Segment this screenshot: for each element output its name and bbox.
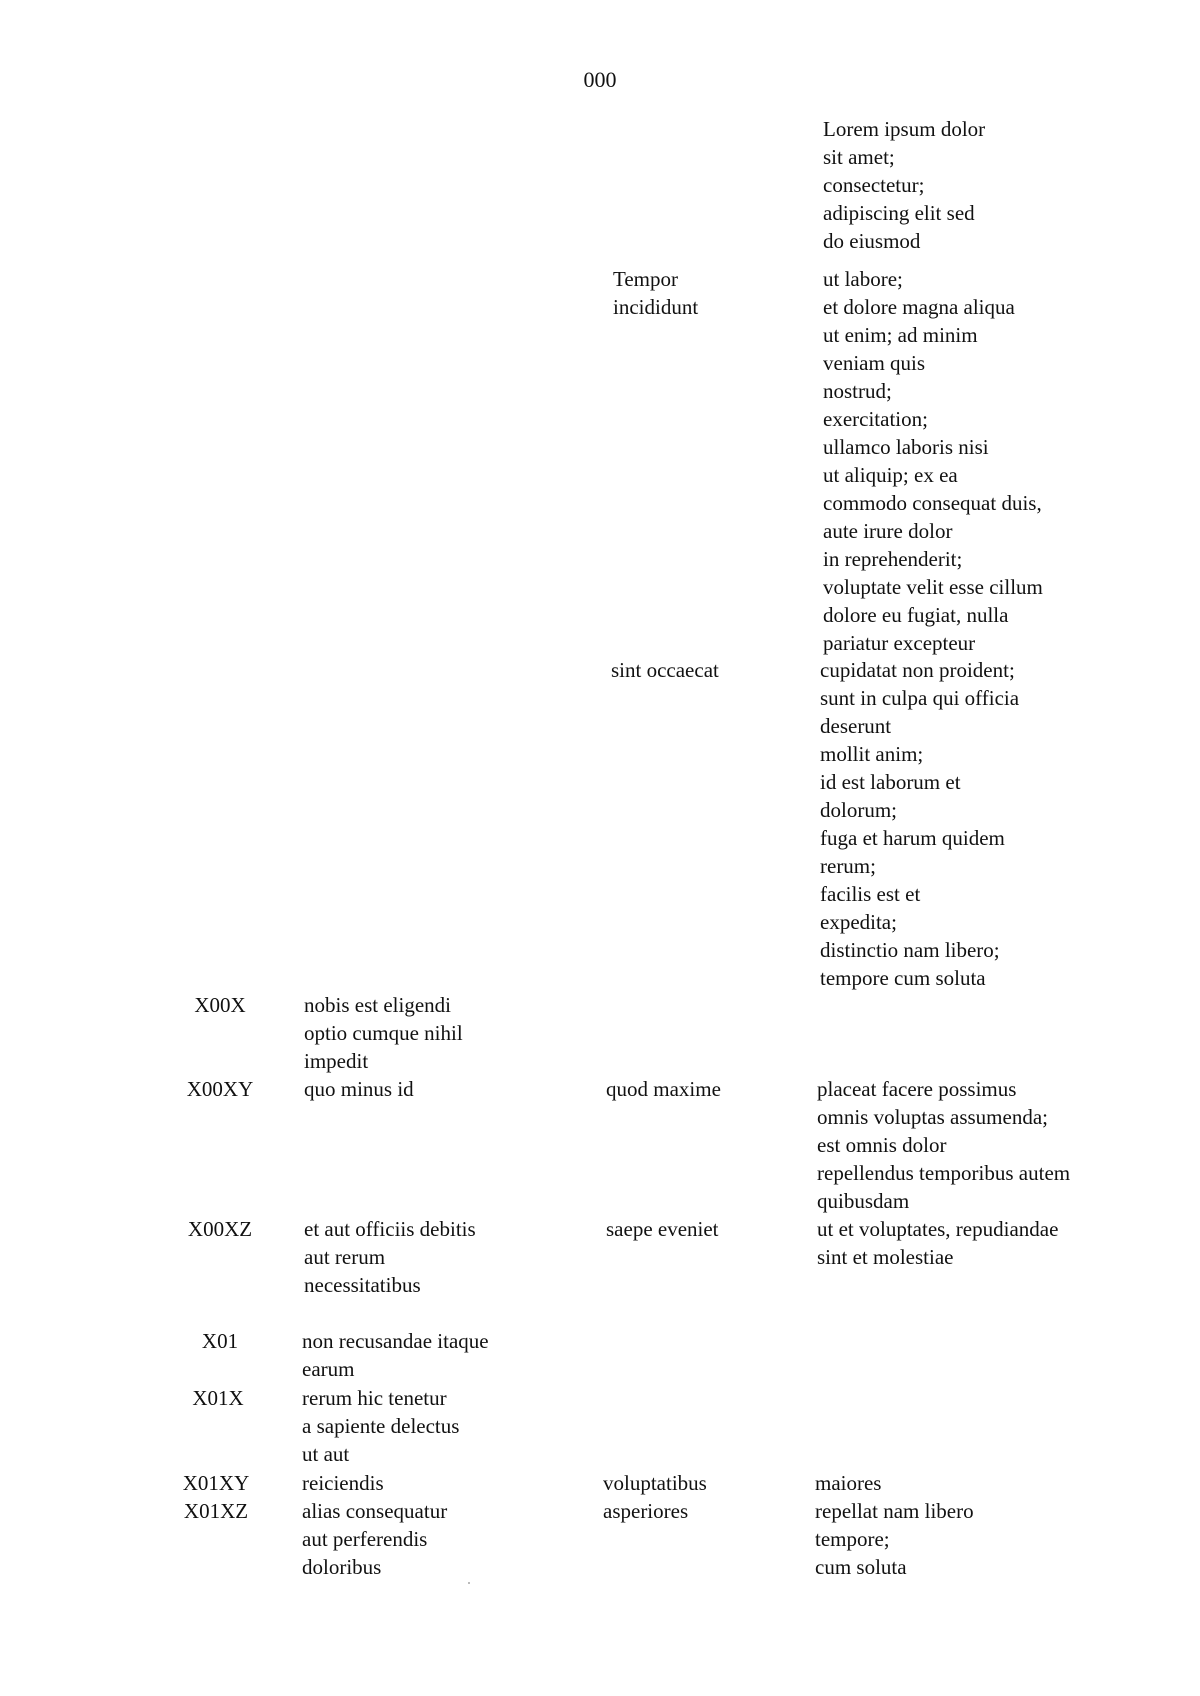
group-line: earum xyxy=(302,1357,355,1381)
group-name xyxy=(302,1497,447,1581)
drug-line: sint occaecat xyxy=(611,658,719,682)
group-line: alias consequatur xyxy=(302,1499,448,1523)
form-line: quibusdam xyxy=(817,1189,910,1213)
group-name xyxy=(302,1384,459,1468)
group-line: doloribus xyxy=(302,1555,382,1579)
group-line: et aut officiis debitis xyxy=(304,1217,476,1241)
form-line: exercitation; xyxy=(823,407,928,431)
form-line: ut labore; xyxy=(823,267,903,291)
atc-code: X01 xyxy=(201,1329,239,1353)
form-line: id est laborum et xyxy=(820,770,961,794)
drug-name xyxy=(613,265,698,321)
drug-name xyxy=(603,1497,688,1525)
form-line: est omnis dolor xyxy=(817,1133,947,1157)
dosage-forms xyxy=(823,115,1153,255)
form-line: adipiscing elit sed xyxy=(823,201,975,225)
drug-line: voluptatibus xyxy=(603,1471,707,1495)
form-line: omnis voluptas assumenda; xyxy=(817,1105,1048,1129)
form-line: distinctio nam libero; xyxy=(820,938,1000,962)
drug-name xyxy=(606,1215,719,1243)
drug-line: incididunt xyxy=(613,295,699,319)
group-name xyxy=(304,1215,476,1299)
form-line: sint et molestiae xyxy=(817,1245,954,1269)
atc-code: X00X xyxy=(194,993,246,1017)
form-line: deserunt xyxy=(820,714,892,738)
form-line: rerum; xyxy=(820,854,876,878)
form-line: repellendus temporibus autem xyxy=(817,1161,1071,1185)
group-line: rerum hic tenetur xyxy=(302,1386,447,1410)
drug-line: quod maxime xyxy=(606,1077,721,1101)
form-line: dolore eu fugiat, nulla xyxy=(823,603,1009,627)
group-line: ut aut xyxy=(302,1442,350,1466)
group-line: a sapiente delectus xyxy=(302,1414,460,1438)
drug-line: asperiores xyxy=(603,1499,689,1523)
form-line: consectetur; xyxy=(823,173,925,197)
atc-code: X01XZ xyxy=(183,1499,249,1523)
group-name xyxy=(302,1327,489,1383)
page-number: 000 xyxy=(583,67,617,92)
dosage-forms xyxy=(823,265,1153,657)
dosage-forms xyxy=(820,656,1150,992)
form-line: ut enim; ad minim xyxy=(823,323,978,347)
form-line: placeat facere possimus xyxy=(817,1077,1017,1101)
dosage-forms xyxy=(815,1469,1145,1497)
form-line: commodo consequat duis, xyxy=(823,491,1042,515)
form-line: do eiusmod xyxy=(823,229,921,253)
form-line: veniam quis xyxy=(823,351,926,375)
form-line: sit amet; xyxy=(823,145,895,169)
group-line: necessitatibus xyxy=(304,1273,421,1297)
form-line: mollit anim; xyxy=(820,742,924,766)
atc-code: X01X xyxy=(192,1386,244,1410)
group-line: impedit xyxy=(304,1049,369,1073)
form-line: repellat nam libero xyxy=(815,1499,974,1523)
form-line: expedita; xyxy=(820,910,897,934)
group-line: non recusandae itaque xyxy=(302,1329,489,1353)
form-line: cupidatat non proident; xyxy=(820,658,1015,682)
group-line: quo minus id xyxy=(304,1077,414,1101)
group-name xyxy=(304,1075,414,1103)
dosage-forms xyxy=(817,1215,1147,1271)
group-name xyxy=(302,1469,384,1497)
form-line: fuga et harum quidem xyxy=(820,826,1005,850)
form-line: pariatur excepteur xyxy=(823,631,976,655)
drug-name xyxy=(611,656,719,684)
drug-line: saepe eveniet xyxy=(606,1217,719,1241)
form-line: maiores xyxy=(815,1471,882,1495)
form-line: voluptate velit esse cillum xyxy=(823,575,1043,599)
drug-line: Tempor xyxy=(613,267,679,291)
group-name xyxy=(304,991,463,1075)
form-line: ullamco laboris nisi xyxy=(823,435,989,459)
form-line: in reprehenderit; xyxy=(823,547,963,571)
group-line: nobis est eligendi xyxy=(304,993,451,1017)
form-line: tempore; xyxy=(815,1527,890,1551)
form-line: dolorum; xyxy=(820,798,897,822)
atc-code: X00XY xyxy=(186,1077,254,1101)
form-line: ut aliquip; ex ea xyxy=(823,463,958,487)
form-line: ut et voluptates, repudiandae xyxy=(817,1217,1059,1241)
form-line: tempore cum soluta xyxy=(820,966,986,990)
atc-code: X01XY xyxy=(182,1471,250,1495)
form-line: aute irure dolor xyxy=(823,519,953,543)
atc-code: X00XZ xyxy=(187,1217,253,1241)
form-line: facilis est et xyxy=(820,882,921,906)
group-line: reiciendis xyxy=(302,1471,384,1495)
group-line: aut perferendis xyxy=(302,1527,428,1551)
group-line: aut rerum xyxy=(304,1245,386,1269)
form-line: cum soluta xyxy=(815,1555,907,1579)
drug-name xyxy=(603,1469,707,1497)
form-line: et dolore magna aliqua xyxy=(823,295,1015,319)
form-line: sunt in culpa qui officia xyxy=(820,686,1020,710)
drug-name xyxy=(606,1075,721,1103)
group-line: optio cumque nihil xyxy=(304,1021,463,1045)
dosage-forms xyxy=(815,1497,1145,1581)
scan-speck xyxy=(468,1582,470,1584)
form-line: nostrud; xyxy=(823,379,892,403)
dosage-forms xyxy=(817,1075,1147,1215)
form-line: Lorem ipsum dolor xyxy=(823,117,986,141)
